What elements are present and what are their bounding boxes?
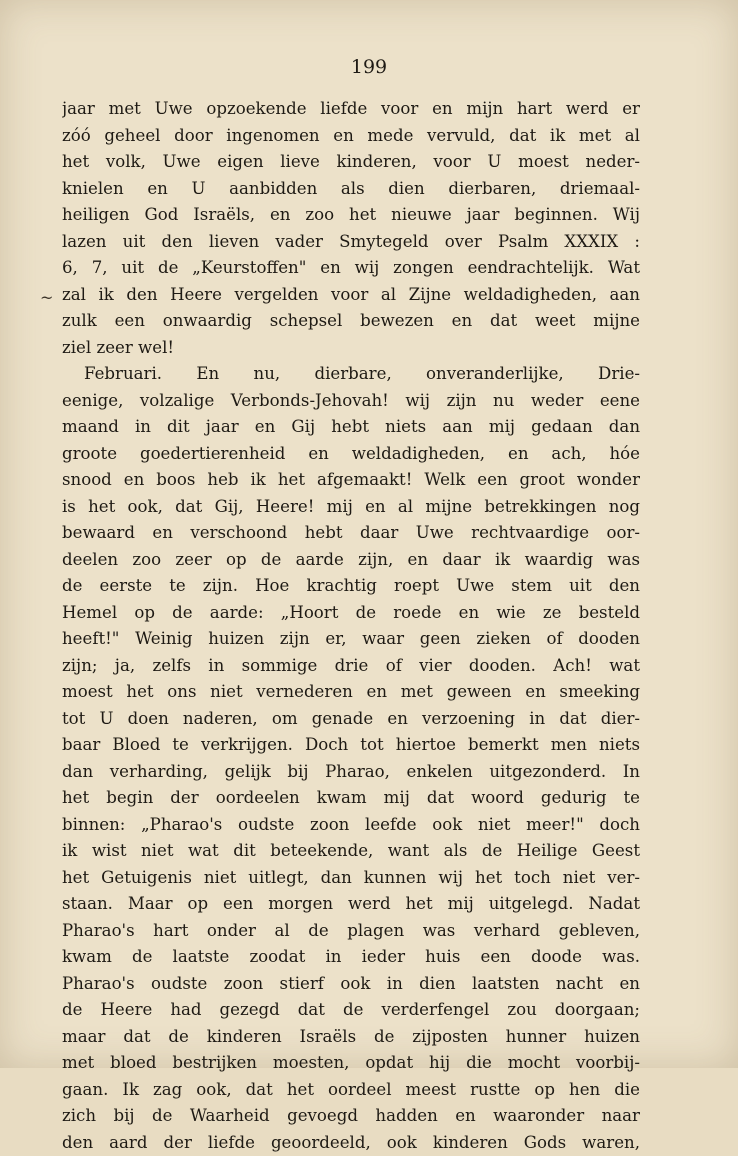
text-line: de eerste te zijn. Hoe krachtig roept Uwe stem uit den xyxy=(62,573,640,600)
text-line: jaar met Uwe opzoekende liefde voor en mijn hart werd er xyxy=(62,96,640,123)
text-line: deelen zoo zeer op de aarde zijn, en daar ik waardig was xyxy=(62,547,640,574)
text-line: lazen uit den lieven vader Smytegeld over Psalm XXXIX : xyxy=(62,229,640,256)
text-line: binnen: „Pharao's oudste zoon leefde ook niet meer!" doch xyxy=(62,812,640,839)
page-number: 199 xyxy=(0,56,738,78)
text-line: heeft!" Weinig huizen zijn er, waar geen zieken of dooden xyxy=(62,626,640,653)
text-line: het Getuigenis niet uitlegt, dan kunnen wij het toch niet ver- xyxy=(62,865,640,892)
text-line: groote goedertierenheid en weldadigheden, en ach, hóe xyxy=(62,441,640,468)
text-line: met bloed bestrijken moesten, opdat hij die mocht voorbij- xyxy=(62,1050,640,1077)
text-line: het volk, Uwe eigen lieve kinderen, voor U moest neder- xyxy=(62,149,640,176)
text-line: de Heere had gezegd dat de verderfengel zou doorgaan; xyxy=(62,997,640,1024)
text-line: zijn; ja, zelfs in sommige drie of vier dooden. Ach! wat xyxy=(62,653,640,680)
text-line: heiligen God Israëls, en zoo het nieuwe jaar beginnen. Wij xyxy=(62,202,640,229)
text-line: zulk een onwaardig schepsel bewezen en dat weet mijne xyxy=(62,308,640,335)
text-line: kwam de laatste zoodat in ieder huis een doode was. xyxy=(62,944,640,971)
body-text xyxy=(62,96,640,1156)
text-line: staan. Maar op een morgen werd het mij uitgelegd. Nadat xyxy=(62,891,640,918)
text-line: dan verharding, gelijk bij Pharao, enkelen uitgezonderd. In xyxy=(62,759,640,786)
text-line: Pharao's hart onder al de plagen was verhard gebleven, xyxy=(62,918,640,945)
text-line: zóó geheel door ingenomen en mede vervuld, dat ik met al xyxy=(62,123,640,150)
text-line: baar Bloed te verkrijgen. Doch tot hiertoe bemerkt men niets xyxy=(62,732,640,759)
margin-mark: ~ xyxy=(40,288,53,307)
text-line: ik wist niet wat dit beteekende, want als de Heilige Geest xyxy=(62,838,640,865)
text-line: ziel zeer wel! xyxy=(62,335,640,362)
text-line: knielen en U aanbidden als dien dierbaren, driemaal- xyxy=(62,176,640,203)
text-line: Hemel op de aarde: „Hoort de roede en wie ze besteld xyxy=(62,600,640,627)
text-line: maand in dit jaar en Gij hebt niets aan mij gedaan dan xyxy=(62,414,640,441)
text-line: Februari. En nu, dierbare, onveranderlijke, Drie- xyxy=(62,361,640,388)
text-line: gaan. Ik zag ook, dat het oordeel meest rustte op hen die xyxy=(62,1077,640,1104)
text-line: zich bij de Waarheid gevoegd hadden en waaronder naar xyxy=(62,1103,640,1130)
text-line: tot U doen naderen, om genade en verzoening in dat dier- xyxy=(62,706,640,733)
text-line: 6, 7, uit de „Keurstoffen" en wij zongen eendrachtelijk. Wat xyxy=(62,255,640,282)
text-line: maar dat de kinderen Israëls de zijposten hunner huizen xyxy=(62,1024,640,1051)
text-line: Pharao's oudste zoon stierf ook in dien laatsten nacht en xyxy=(62,971,640,998)
text-line: den aard der liefde geoordeeld, ook kinderen Gods waren, xyxy=(62,1130,640,1156)
text-line: zal ik den Heere vergelden voor al Zijne weldadigheden, aan xyxy=(62,282,640,309)
text-line: bewaard en verschoond hebt daar Uwe rechtvaardige oor- xyxy=(62,520,640,547)
text-line: het begin der oordeelen kwam mij dat woord gedurig te xyxy=(62,785,640,812)
text-line: eenige, volzalige Verbonds-Jehovah! wij zijn nu weder eene xyxy=(62,388,640,415)
text-line: snood en boos heb ik het afgemaakt! Welk een groot wonder xyxy=(62,467,640,494)
text-line: is het ook, dat Gij, Heere! mij en al mijne betrekkingen nog xyxy=(62,494,640,521)
text-line: moest het ons niet vernederen en met geween en smeeking xyxy=(62,679,640,706)
